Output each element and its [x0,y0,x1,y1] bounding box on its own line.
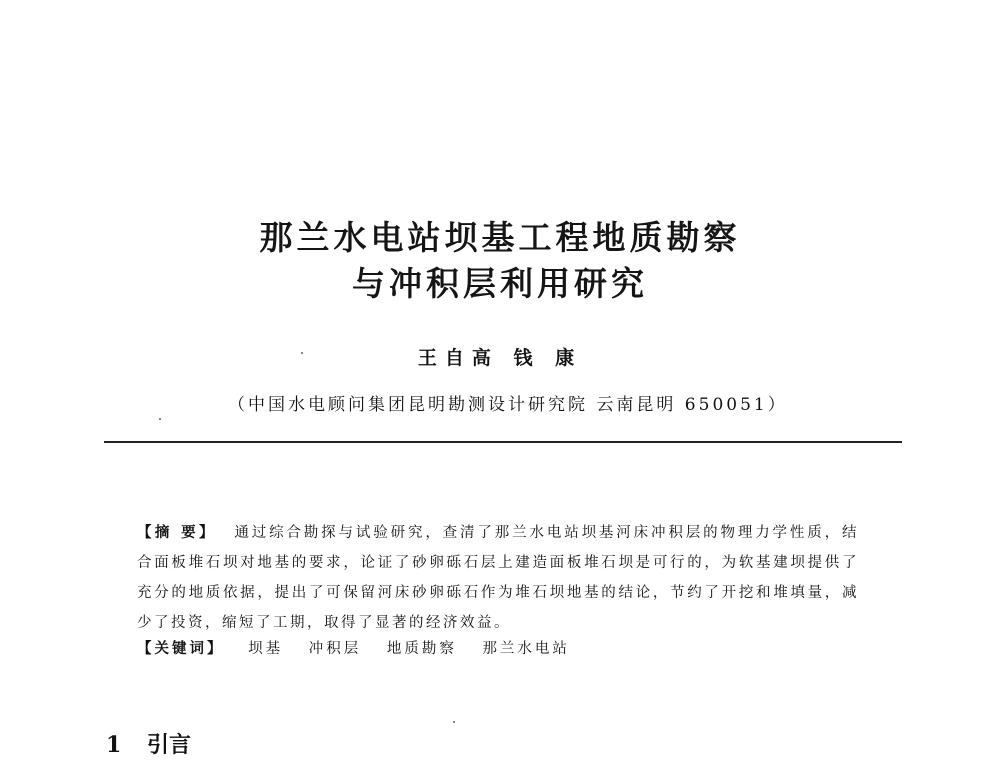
abstract-label: 【摘 要】 [137,525,217,541]
abstract-text: 通过综合勘探与试验研究，查清了那兰水电站坝基河床冲积层的物理力学性质，结合面板堆石坝对地基的要求，论证了砂卵砾石层上建造面板堆石坝是可行的，为软基建坝提供了充分的地质依据，提出了可保留河床砂卵砾石作为堆石坝地基的结论，节约了开挖和堆填量，减少了投资，缩短了工期，取得了显著的经济效益。 [137,525,859,631]
section-title: 引言 [146,732,191,758]
title-line-2: 与冲积层利用研究 [352,264,648,303]
keyword-item: 地质勘察 [386,641,457,657]
abstract [137,518,859,638]
scan-speck [301,352,303,354]
keywords-label: 【关键词】 [137,641,225,657]
scan-speck [159,418,161,420]
header-divider [104,441,902,443]
keywords [137,637,588,658]
keyword-item: 那兰水电站 [482,641,570,657]
authors: 王自高 钱 康 [417,347,583,369]
title-line-1: 那兰水电站坝基工程地质勘察 [259,218,741,257]
section-heading [106,728,191,759]
keyword-item: 坝基 [248,641,284,657]
scan-speck [453,721,455,723]
keyword-item: 冲积层 [308,641,362,657]
section-number: 1 [106,732,122,758]
affiliation: （中国水电顾问集团昆明勘测设计研究院 云南昆明 650051） [228,395,788,415]
